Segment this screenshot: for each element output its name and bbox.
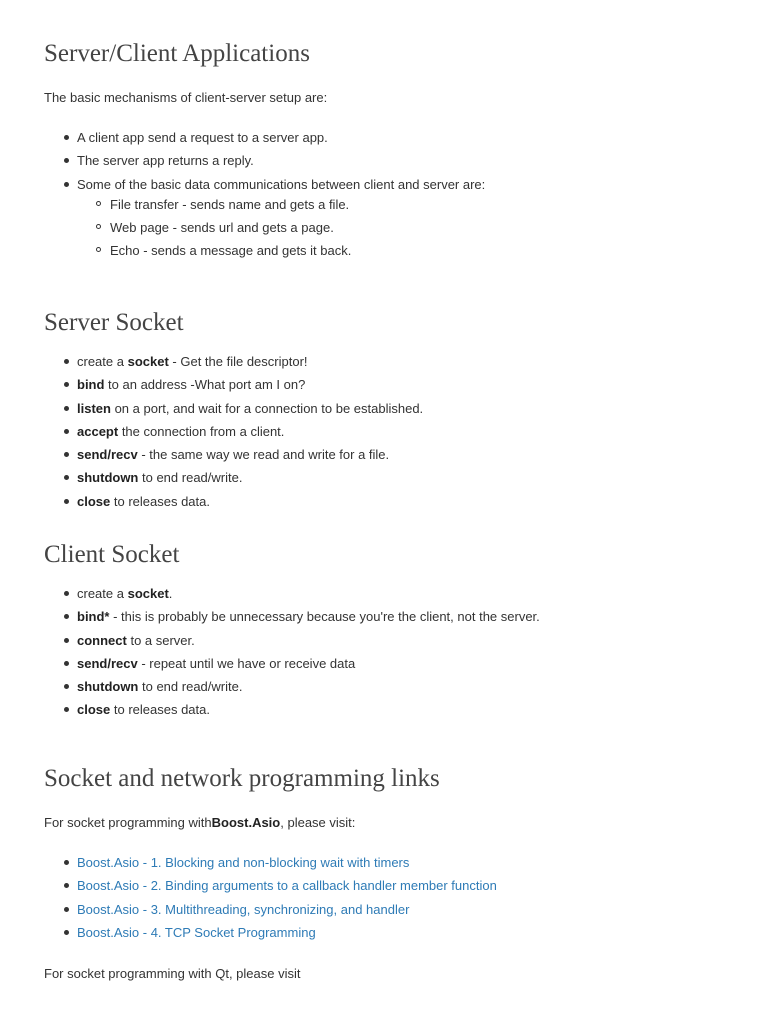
list-item xyxy=(77,446,423,469)
item-keyword: shutdown xyxy=(77,679,139,695)
item-keyword: bind xyxy=(77,377,105,393)
list-item xyxy=(77,585,540,608)
item-text: the connection from a client. xyxy=(118,423,285,439)
list-item xyxy=(77,678,540,701)
item-keyword: connect xyxy=(77,632,127,648)
item-text: - Get the file descriptor! xyxy=(168,354,308,369)
list-item xyxy=(77,176,485,265)
item-keyword: shutdown xyxy=(77,470,139,486)
item-text: create a xyxy=(77,354,128,369)
section1-intro: The basic mechanisms of client-server setup are: xyxy=(44,90,328,105)
boost-asio-links xyxy=(77,854,497,947)
item-keyword: send/recv xyxy=(77,447,138,463)
section4-outro: For socket programming with Qt, please visit xyxy=(44,966,301,981)
section1-list xyxy=(77,129,485,265)
server-socket-list xyxy=(77,353,423,516)
link-boost-asio-2[interactable]: Boost.Asio - 2. Binding arguments to a callback handler member function xyxy=(77,878,497,894)
item-text: - the same way we read and write for a file. xyxy=(137,447,390,463)
item-keyword: close xyxy=(77,702,111,718)
sublist-item: File transfer - sends name and gets a file. xyxy=(110,196,518,219)
list-item xyxy=(77,376,423,399)
list-item xyxy=(77,493,423,516)
item-keyword: socket xyxy=(127,586,169,601)
item-text: - this is probably be unnecessary because you're the client, not the server. xyxy=(109,609,540,625)
list-item: A client app send a request to a server app. xyxy=(77,129,485,152)
item-text: on a port, and wait for a connection to be established. xyxy=(110,400,424,416)
item-text: . xyxy=(168,586,173,601)
link-boost-asio-3[interactable]: Boost.Asio - 3. Multithreading, synchronizing, and handler xyxy=(77,901,410,917)
section-title-server-socket: Server Socket xyxy=(44,309,184,336)
item-keyword: bind* xyxy=(77,609,110,625)
item-text: to releases data. xyxy=(110,702,210,718)
section-title-client-socket: Client Socket xyxy=(44,541,180,568)
list-item xyxy=(77,469,423,492)
item-text: to releases data. xyxy=(110,493,210,509)
section1-sublist xyxy=(110,196,518,265)
client-socket-list xyxy=(77,585,540,725)
intro-keyword: Boost.Asio xyxy=(211,815,281,830)
sublist-item: Echo - sends a message and gets it back. xyxy=(110,242,518,265)
item-text: to end read/write. xyxy=(138,470,243,486)
item-keyword: socket xyxy=(127,354,169,369)
link-boost-asio-4[interactable]: Boost.Asio - 4. TCP Socket Programming xyxy=(77,924,316,940)
item-keyword: listen xyxy=(77,400,111,416)
section-title-socket-links: Socket and network programming links xyxy=(44,765,440,792)
list-item-text: Some of the basic data communications between client and server are: xyxy=(77,176,486,192)
item-text: to a server. xyxy=(126,632,195,648)
sublist-item: Web page - sends url and gets a page. xyxy=(110,219,518,242)
list-item xyxy=(77,701,540,724)
list-item xyxy=(77,655,540,678)
list-item xyxy=(77,608,540,631)
item-text: - repeat until we have or receive data xyxy=(137,655,356,671)
list-item xyxy=(77,400,423,423)
section4-intro xyxy=(44,815,355,830)
list-item: The server app returns a reply. xyxy=(77,152,485,175)
item-text: to an address -What port am I on? xyxy=(104,377,306,393)
item-keyword: accept xyxy=(77,423,119,439)
item-text: create a xyxy=(77,586,128,601)
list-item xyxy=(77,854,497,877)
item-keyword: close xyxy=(77,493,111,509)
intro-text: For socket programming with xyxy=(44,815,212,830)
list-item xyxy=(77,877,497,900)
list-item xyxy=(77,632,540,655)
list-item xyxy=(77,924,497,947)
list-item xyxy=(77,901,497,924)
list-item xyxy=(77,353,423,376)
item-keyword: send/recv xyxy=(77,655,138,671)
section-title-server-client-applications: Server/Client Applications xyxy=(44,40,310,67)
list-item xyxy=(77,423,423,446)
link-boost-asio-1[interactable]: Boost.Asio - 1. Blocking and non-blocking wait with timers xyxy=(77,855,410,870)
item-text: to end read/write. xyxy=(138,679,243,695)
intro-text: , please visit: xyxy=(280,815,356,830)
